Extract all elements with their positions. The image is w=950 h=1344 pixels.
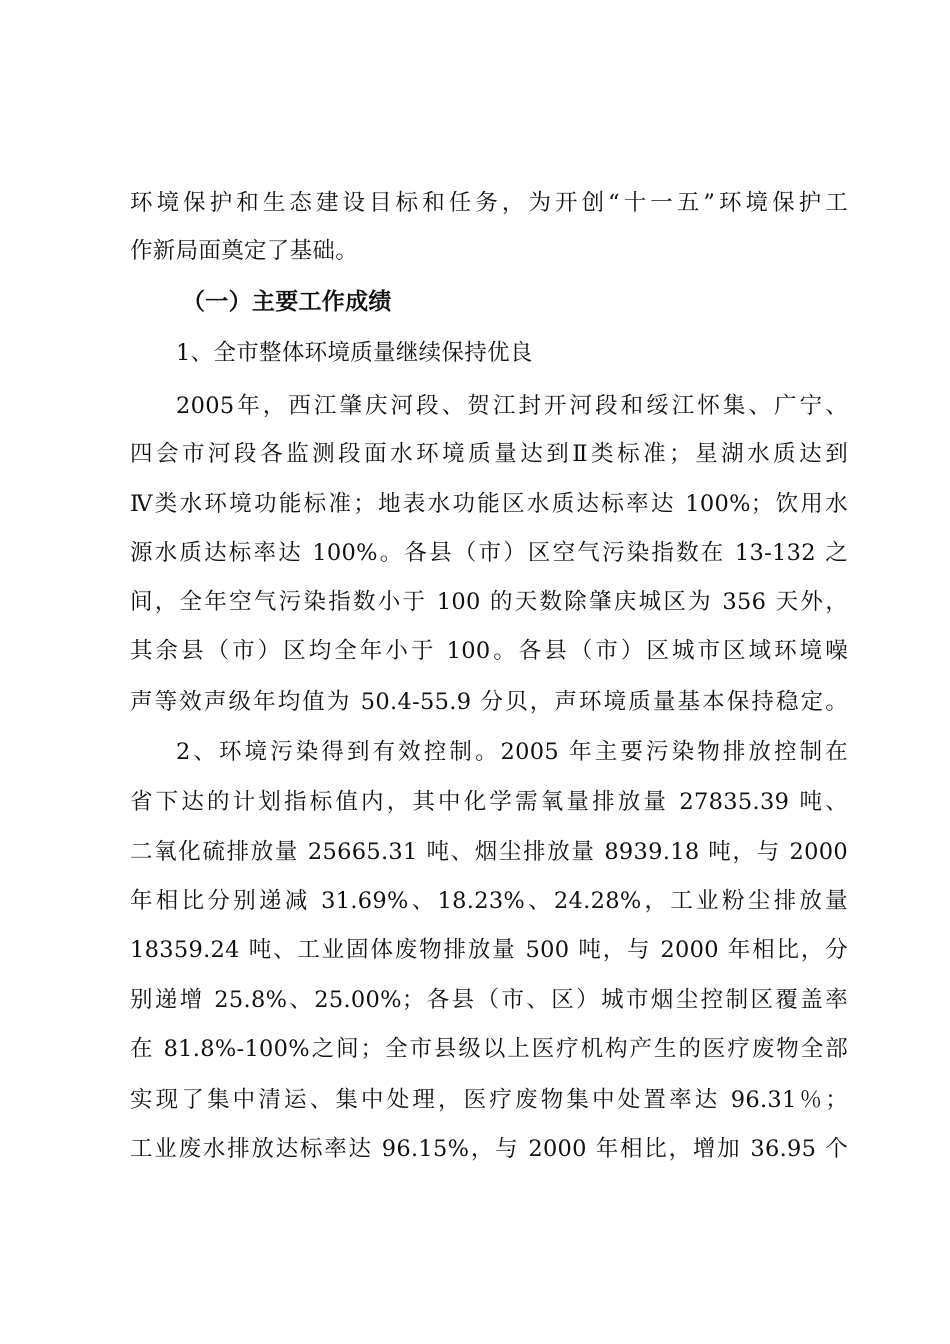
paragraph-line: 间，全年空气污染指数小于 100 的天数除肇庆城区为 356 天外， — [130, 589, 848, 615]
paragraph-line: 2、环境污染得到有效控制。2005 年主要污染物排放控制在 — [176, 739, 848, 765]
paragraph-line: 声等效声级年均值为 50.4-55.9 分贝，声环境质量基本保持稳定。 — [130, 689, 848, 715]
paragraph-line: 作新局面奠定了基础。 — [130, 238, 359, 264]
paragraph-line: 年相比分别递减 31.69%、18.23%、24.28%，工业粉尘排放量 — [130, 888, 848, 914]
paragraph-line: 18359.24 吨、工业固体废物排放量 500 吨，与 2000 年相比，分 — [130, 937, 848, 963]
paragraph-line: 实现了集中清运、集中处理，医疗废物集中处置率达 96.31％； — [130, 1087, 848, 1113]
paragraph-line: Ⅳ类水环境功能标准；地表水功能区水质达标率达 100%；饮用水 — [130, 491, 848, 517]
paragraph-line: 其余县（市）区均全年小于 100。各县（市）区城市区域环境噪 — [130, 638, 848, 664]
section-heading: （一）主要工作成绩 — [182, 289, 392, 315]
paragraph-line: 在 81.8%-100%之间；全市县级以上医疗机构产生的医疗废物全部 — [130, 1036, 848, 1062]
paragraph-line: 二氧化硫排放量 25665.31 吨、烟尘排放量 8939.18 吨，与 2000 — [130, 839, 848, 865]
paragraph-line: 工业废水排放达标率达 96.15%，与 2000 年相比，增加 36.95 个 — [130, 1136, 848, 1162]
paragraph-line: 省下达的计划指标值内，其中化学需氧量排放量 27835.39 吨、 — [130, 789, 848, 815]
subsection-heading: 1、全市整体环境质量继续保持优良 — [176, 340, 533, 366]
paragraph-line: 2005年，西江肇庆河段、贺江封开河段和绥江怀集、广宁、 — [176, 393, 848, 419]
paragraph-line: 源水质达标率达 100%。各县（市）区空气污染指数在 13-132 之 — [130, 540, 848, 566]
paragraph-line: 四会市河段各监测段面水环境质量达到Ⅱ类标准；星湖水质达到 — [130, 441, 848, 467]
paragraph-line: 别递增 25.8%、25.00%；各县（市、区）城市烟尘控制区覆盖率 — [130, 987, 848, 1013]
paragraph-line: 环境保护和生态建设目标和任务，为开创“十一五”环境保护工 — [130, 190, 848, 216]
